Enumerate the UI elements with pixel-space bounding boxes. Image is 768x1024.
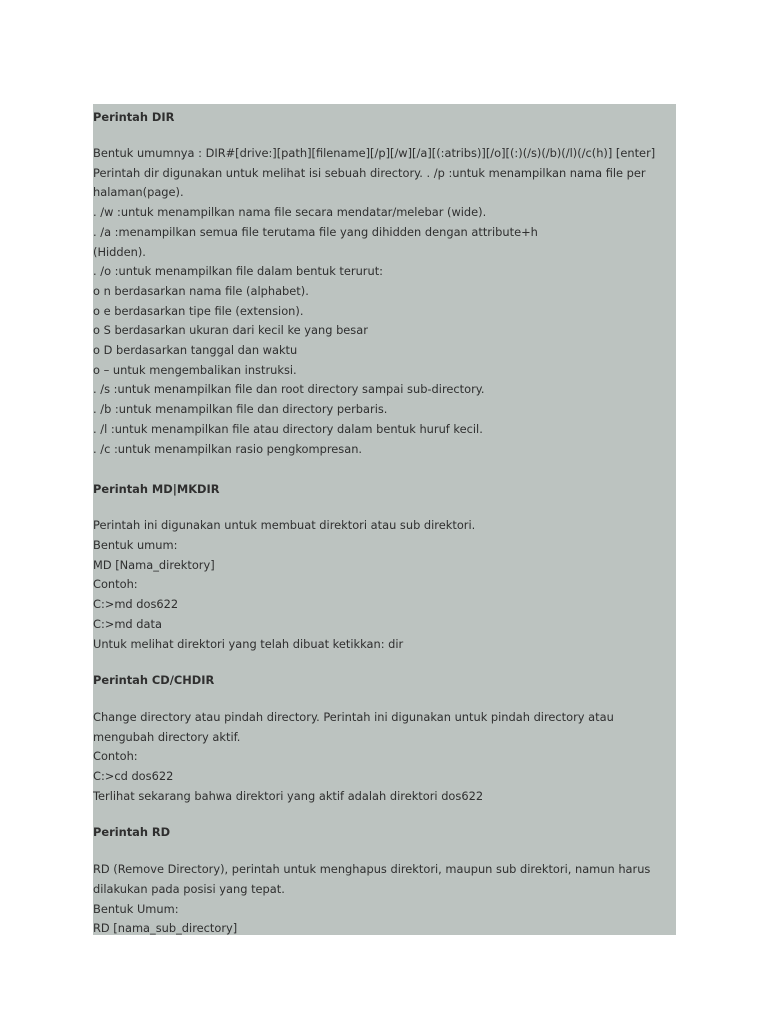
paragraph-line: o D berdasarkan tanggal dan waktu <box>93 343 298 357</box>
paragraph-line: . /c :untuk menampilkan rasio pengkompresan. <box>93 441 363 456</box>
paragraph-line: RD [nama_sub_directory] <box>93 921 238 935</box>
section-heading-md-mkdir: Perintah MD|MKDIR <box>93 482 220 496</box>
paragraph-line: mengubah directory aktif. <box>93 729 241 744</box>
paragraph-line: o e berdasarkan tipe file (extension). <box>93 303 304 318</box>
paragraph-line: o S berdasarkan ukuran dari kecil ke yang besar <box>93 323 368 338</box>
document-panel <box>93 104 676 935</box>
paragraph-line: o – untuk mengembalikan instruksi. <box>93 362 297 377</box>
paragraph-line: o n berdasarkan nama file (alphabet). <box>93 283 309 298</box>
paragraph-line: . /w :untuk menampilkan nama file secara mendatar/melebar (wide). <box>93 205 487 220</box>
paragraph-line: . /l :untuk menampilkan file atau directory dalam bentuk huruf kecil. <box>93 421 483 436</box>
paragraph-line: MD [Nama_direktory] <box>93 557 215 572</box>
paragraph-line: Terlihat sekarang bahwa direktori yang aktif adalah direktori dos622 <box>93 788 484 803</box>
paragraph-line: Contoh: <box>93 577 138 592</box>
paragraph-line: C:>md dos622 <box>93 597 179 612</box>
paragraph-line: . /s :untuk menampilkan file dan root directory sampai sub-directory. <box>93 382 485 397</box>
paragraph-line: . /a :menampilkan semua file terutama file yang dihidden dengan attribute+h <box>93 224 538 239</box>
paragraph-line: Bentuk umumnya : DIR#[drive:][path][filename][/p][/w][/a][(:atribs)][/o][(:)(/s)(/b)(/l)(/c(h)] [enter] <box>93 146 656 160</box>
paragraph-line: RD (Remove Directory), perintah untuk menghapus direktori, maupun sub direktori, namun harus <box>93 862 651 876</box>
paragraph-line: dilakukan pada posisi yang tepat. <box>93 881 285 896</box>
paragraph-line: Untuk melihat direktori yang telah dibuat ketikkan: dir <box>93 636 404 651</box>
paragraph-line: . /b :untuk menampilkan file dan directory perbaris. <box>93 402 388 417</box>
section-heading-cd-chdir: Perintah CD/CHDIR <box>93 673 215 687</box>
paragraph-line: Contoh: <box>93 749 138 764</box>
paragraph-line: . /o :untuk menampilkan file dalam bentuk terurut: <box>93 264 384 279</box>
paragraph-line: C:>md data <box>93 617 162 631</box>
section-heading-rd: Perintah RD <box>93 825 171 839</box>
paragraph-line: Perintah dir digunakan untuk melihat isi sebuah directory. . /p :untuk menampilkan nama file per <box>93 165 646 180</box>
paragraph-line: Change directory atau pindah directory. Perintah ini digunakan untuk pindah directory atau <box>93 710 614 724</box>
section-heading-dir: Perintah DIR <box>93 110 175 124</box>
paragraph-line: Bentuk Umum: <box>93 901 179 916</box>
paragraph-line: halaman(page). <box>93 185 184 200</box>
paragraph-line: Bentuk umum: <box>93 537 178 552</box>
paragraph-line: (Hidden). <box>93 244 146 259</box>
paragraph-line: Perintah ini digunakan untuk membuat direktori atau sub direktori. <box>93 518 476 532</box>
paragraph-line: C:>cd dos622 <box>93 769 174 784</box>
